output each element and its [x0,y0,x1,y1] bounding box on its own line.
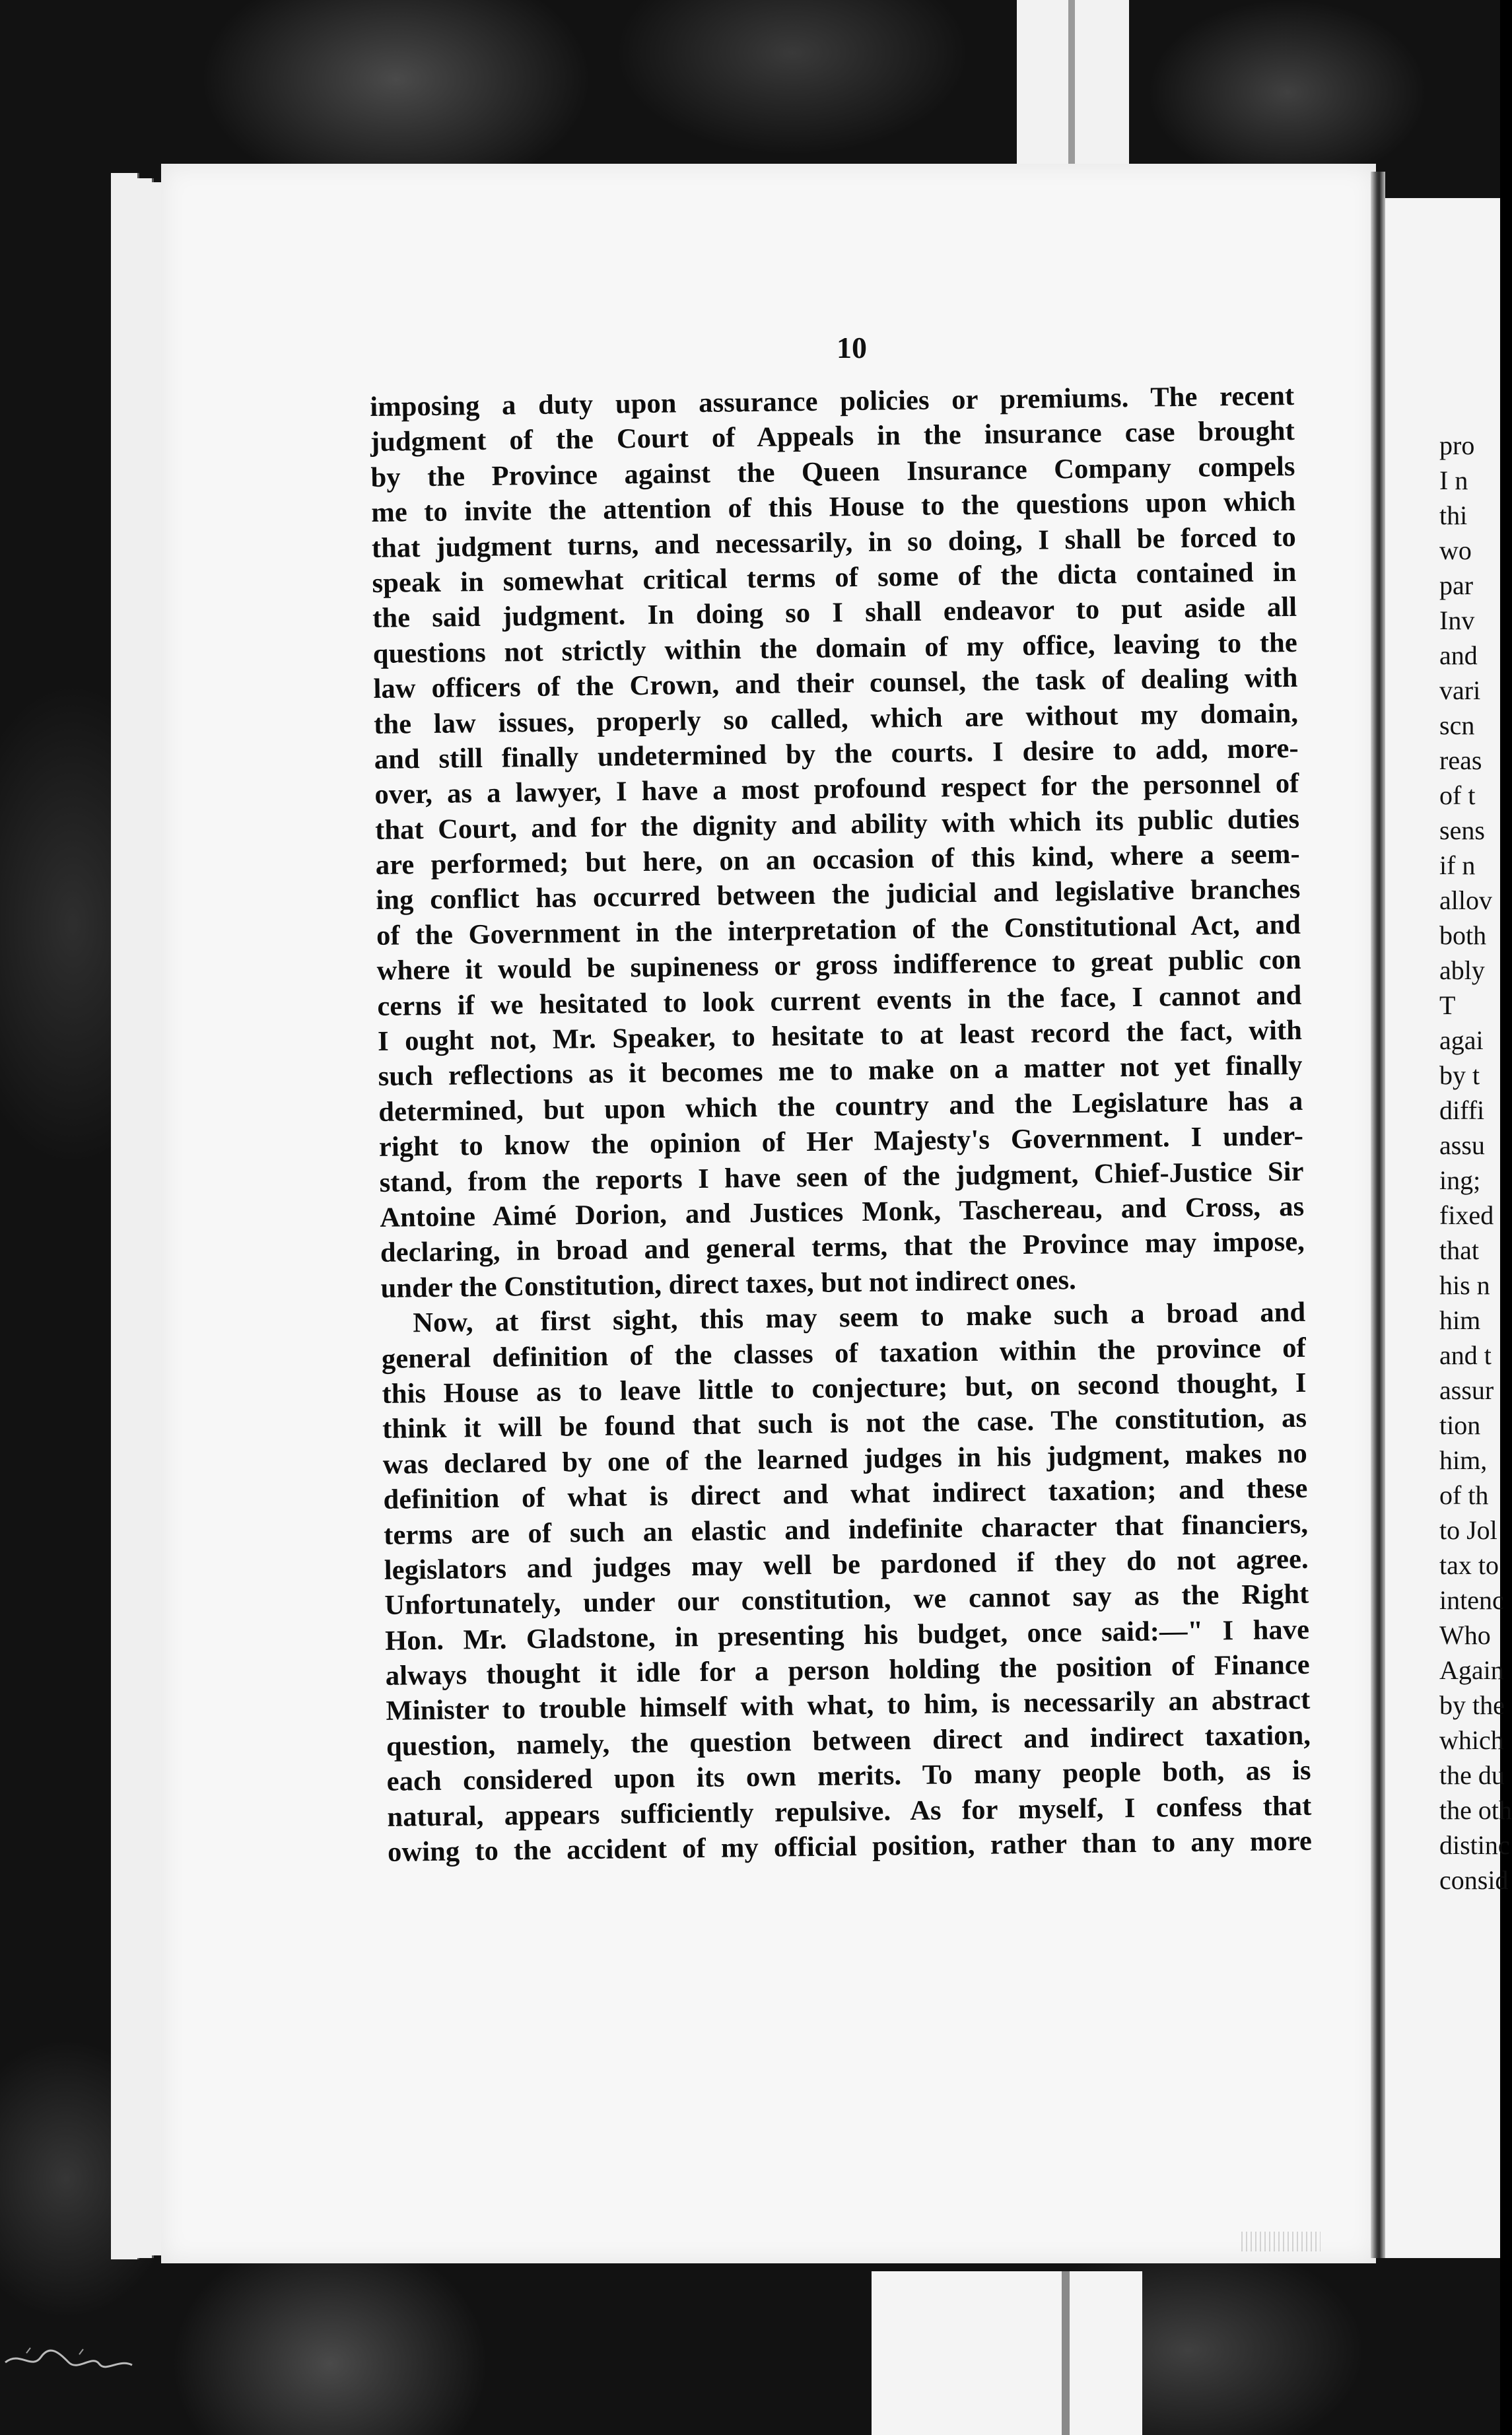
facing-page-text-fragment: by the [1439,1690,1505,1720]
text-line: are performed; but here, on an occasion of this kind, where a seem- [375,838,1300,881]
body-text [370,378,1312,1870]
facing-page-text-fragment: allov [1439,885,1492,915]
text-line: Unfortunately, under our constitution, we cannot say as the Right [384,1579,1309,1622]
text-line: each considered upon its own merits. To many people both, as is [386,1754,1311,1798]
facing-page-text-fragment: consid [1439,1865,1509,1895]
facing-page-text-fragment: T [1439,990,1456,1020]
facing-page-text-fragment: of th [1439,1480,1489,1510]
text-line: of the Government in the interpretation of the Constitutional Act, and [376,909,1301,951]
page-number: 10 [837,331,867,364]
facing-page-text-fragment: the oth [1439,1795,1512,1825]
text-line: ing conflict has occurred between the judicial and legislative branches [376,874,1301,916]
facing-page-fragment [1385,198,1512,2258]
text-line: Antoine Aimé Dorion, and Justices Monk, Taschereau, and Cross, as [380,1190,1305,1233]
handwritten-scrawl [0,2324,139,2384]
text-line: law officers of the Crown, and their counsel, the task of dealing with [373,662,1298,705]
text-line: under the Constitution, direct taxes, but not indirect ones. [380,1264,1077,1304]
facing-page-text-fragment: of t [1439,780,1476,810]
text-line: the said judgment. In doing so I shall endeavor to put aside all [372,592,1297,634]
text-line: Hon. Mr. Gladstone, in presenting his budget, once said:—" I have [384,1614,1310,1657]
bottom-paper-strip [872,2271,1142,2435]
facing-page-text-fragment: ably [1439,955,1485,985]
facing-page-text-fragment: Again [1439,1655,1504,1685]
text-line: question, namely, the question between direct and indirect taxation, [386,1719,1311,1762]
scan-artifact [1241,2232,1321,2251]
facing-page-text-fragment: Inv [1439,605,1475,635]
text-line: was declared by one of the learned judges in his judgment, makes no [382,1437,1308,1480]
facing-page-text-fragment: vari [1439,675,1481,705]
facing-page-text-fragment: distinc [1439,1830,1510,1860]
text-line: legislators and judges may well be pardoned if they do not agree. [384,1543,1309,1586]
text-line: this House as to leave little to conjecture; but, on second thought, I [382,1367,1307,1410]
text-line: terms are of such an elastic and indefinite character that financiers, [383,1508,1309,1551]
text-line: judgment of the Court of Appeals in the insurance case brought [370,415,1295,458]
facing-page-text-fragment: by t [1439,1060,1480,1090]
text-line: questions not strictly within the domain of my office, leaving to the [372,627,1298,669]
facing-page-text-fragment: I n [1439,465,1468,495]
text-line: me to invite the attention of this House to the questions upon which [370,486,1296,529]
text-line: by the Province against the Queen Insurance Company compels [370,450,1295,493]
facing-page-text-fragment: both [1439,920,1487,950]
text-line: imposing a duty upon assurance policies or premiums. The recent [370,380,1295,423]
text-line: and still finally undetermined by the courts. I desire to add, more- [374,732,1299,775]
facing-page-text-fragment: fixed [1439,1200,1494,1230]
text-line: that Court, and for the dignity and ability with which its public duties [374,803,1300,846]
facing-page-text-fragment: that [1439,1235,1479,1265]
text-line: cerns if we hesitated to look current events in the face, I cannot and [377,979,1302,1022]
facing-page-text-fragment: diffi [1439,1095,1485,1125]
facing-page-text-fragment: his n [1439,1270,1490,1300]
text-line: definition of what is direct and what indirect taxation; and these [383,1472,1308,1515]
text-line: natural, appears sufficiently repulsive. As for myself, I confess that [387,1790,1312,1833]
text-line: Now, at first sight, this may seem to make such a broad and [412,1296,1306,1339]
facing-page-text-fragment: agai [1439,1025,1484,1055]
facing-page-text-fragment: and t [1439,1340,1492,1370]
facing-page-text-fragment: assur [1439,1375,1494,1405]
text-line: over, as a lawyer, I have a most profound respect for the personnel of [374,768,1299,811]
text-line: stand, from the reports I have seen of the judgment, Chief-Justice Sir [379,1155,1304,1198]
facing-page-text-fragment: reas [1439,745,1482,775]
facing-page-text-fragment: sens [1439,815,1485,845]
text-line: always thought it idle for a person holding the position of Finance [385,1649,1310,1692]
text-line: the law issues, properly so called, which are without my domain, [373,697,1299,740]
text-line: that judgment turns, and necessarily, in so doing, I shall be forced to [371,521,1297,564]
text-line: determined, but upon which the country and the Legislature has a [378,1085,1303,1128]
facing-page-text-fragment: Who [1439,1620,1491,1650]
facing-page-text-fragment: to Jol [1439,1515,1497,1545]
text-line: where it would be supineness or gross indifference to great public con [376,944,1301,987]
facing-page-text-fragment: if n [1439,850,1476,880]
text-line: such reflections as it becomes me to make on a matter not yet finally [378,1050,1303,1093]
facing-page-text-fragment: intenc [1439,1585,1504,1615]
facing-page-text-fragment: thi [1439,500,1468,530]
top-paper-strip [1017,0,1129,178]
text-line: think it will be found that such is not the case. The constitution, as [382,1402,1307,1445]
facing-page-text-fragment: tion [1439,1410,1481,1440]
facing-page-text-fragment: scn [1439,710,1475,740]
text-line: right to know the opinion of Her Majesty's Government. I under- [378,1120,1304,1163]
facing-page-text-fragment: ing; [1439,1165,1481,1195]
facing-page-text-fragment: the du [1439,1760,1505,1790]
book-gutter [1371,172,1385,2258]
facing-page-text-fragment: par [1439,570,1474,600]
facing-page-text-fragment: which [1439,1725,1504,1755]
facing-page-text-fragment: tax to [1439,1550,1499,1580]
facing-page-text-fragment: him, [1439,1445,1488,1475]
facing-page-text-fragment: pro [1439,430,1475,460]
facing-page-text-fragment: wo [1439,535,1472,565]
text-line: I ought not, Mr. Speaker, to hesitate to at least record the fact, with [377,1014,1303,1057]
facing-page-text-fragment: and [1439,640,1478,670]
facing-page-text-fragment: assu [1439,1130,1485,1160]
facing-page-text-fragment: him [1439,1305,1481,1335]
text-line: general definition of the classes of taxation within the province of [381,1332,1307,1375]
text-line: Minister to trouble himself with what, to him, is necessarily an abstract [386,1684,1311,1727]
text-line: declaring, in broad and general terms, that the Province may impose, [380,1226,1305,1269]
text-line: speak in somewhat critical terms of some of the dicta contained in [372,556,1297,599]
text-line: owing to the accident of my official position, rather than to any more [387,1825,1313,1868]
